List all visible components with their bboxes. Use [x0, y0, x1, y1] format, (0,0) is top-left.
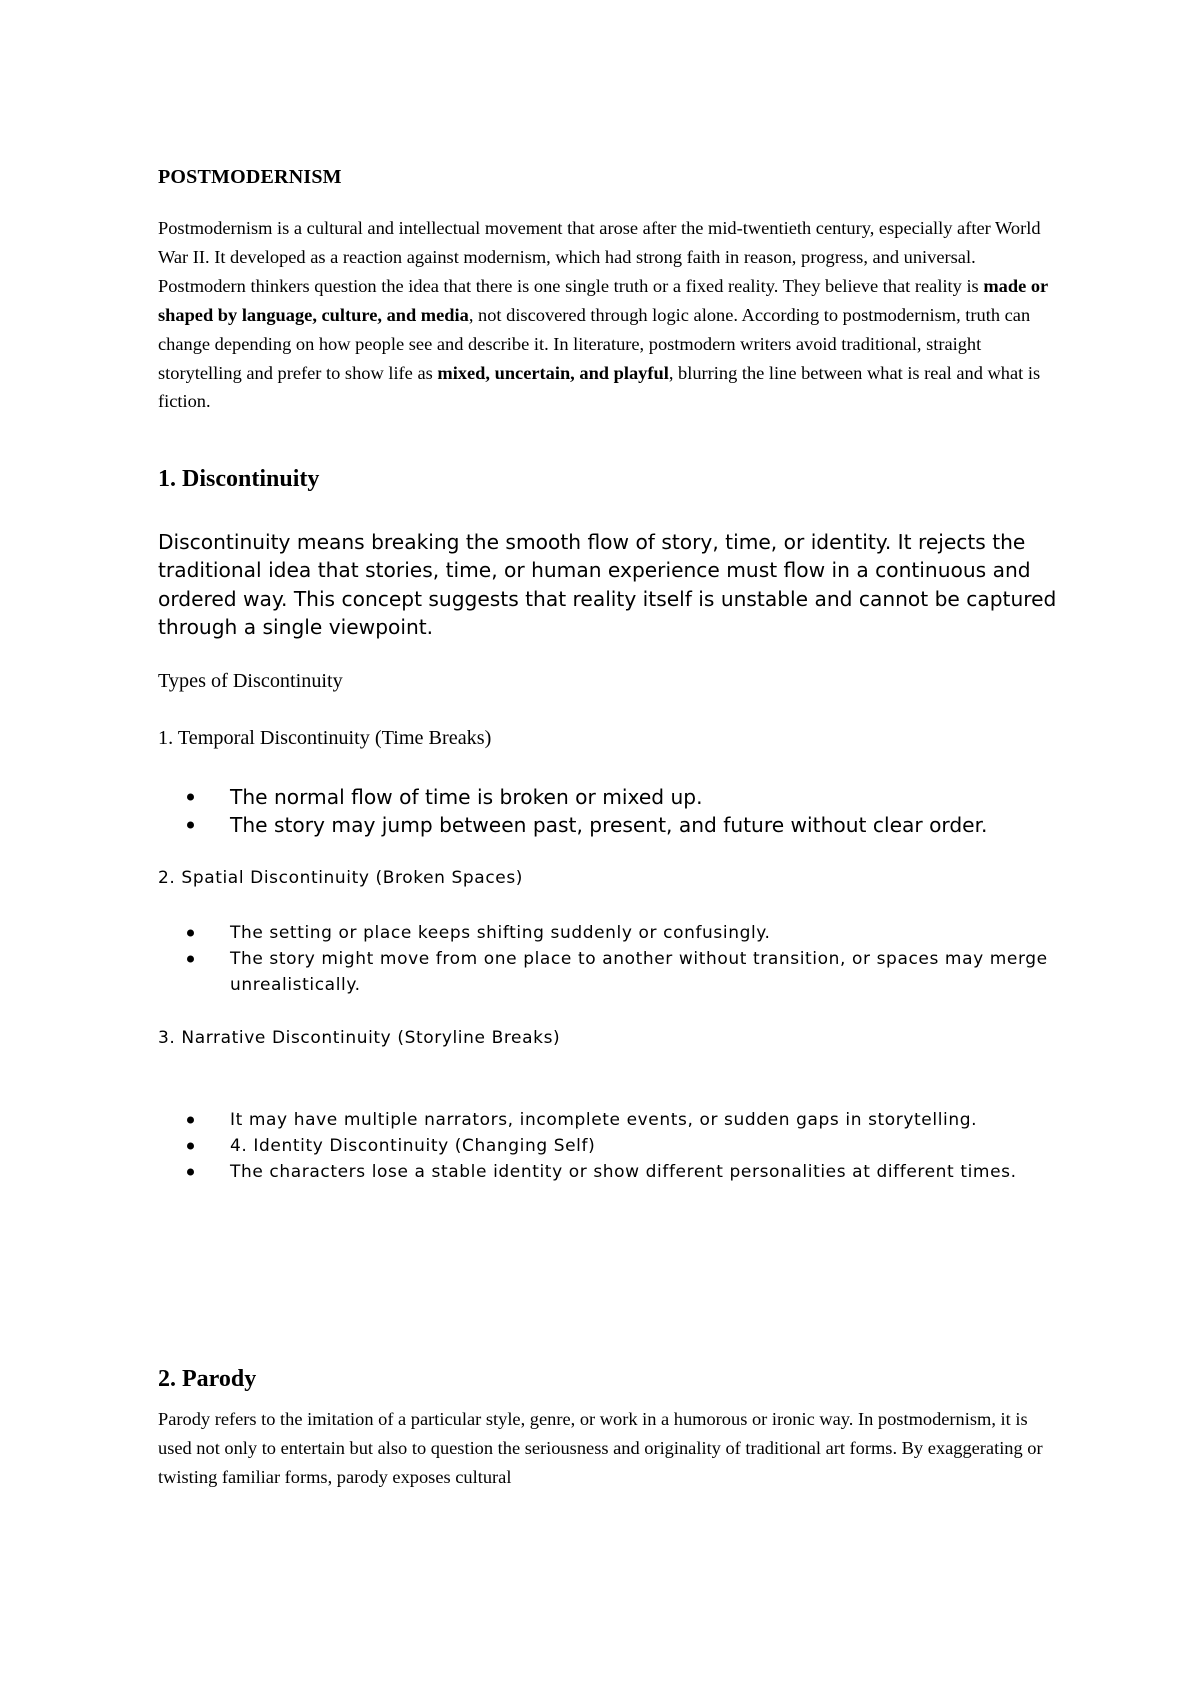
- list-item: [158, 946, 1058, 998]
- section-title: Parody: [182, 1366, 257, 1392]
- list-item-text: The story might move from one place to another without transition, or spaces may merge unrealistically.: [230, 949, 1048, 995]
- bullet-icon: [187, 794, 194, 801]
- section-number: 2.: [158, 1366, 176, 1392]
- discontinuity-lead-paragraph: Discontinuity means breaking the smooth flow of story, time, or identity. It rejects the traditional idea that stories, time, or human experience must flow in a continuous and ordered way. This concept suggests that reality itself is unstable and cannot be captured through a single viewpoint.: [158, 530, 1057, 639]
- bullet-icon: [187, 1169, 194, 1176]
- list-item-text: The setting or place keeps shifting suddenly or confusingly.: [230, 923, 771, 943]
- list-item-text: The story may jump between past, present, and future without clear order.: [230, 813, 988, 837]
- bullet-icon: [187, 1117, 194, 1124]
- bullet-icon: [187, 822, 194, 829]
- parody-paragraph: Parody refers to the imitation of a particular style, genre, or work in a humorous or ironic way. In postmodernism, it is used not only to entertain but also to question the seriousness and originality of traditional art forms. By exaggerating or twisting familiar forms, parody exposes cultural: [158, 1409, 1043, 1487]
- intro-bold-2: mixed, uncertain, and playful: [437, 362, 669, 383]
- temporal-list: [158, 783, 1058, 839]
- list-item: [158, 920, 1058, 946]
- list-item-text: 4. Identity Discontinuity (Changing Self): [230, 1136, 596, 1156]
- temporal-heading: 1. Temporal Discontinuity (Time Breaks): [158, 727, 492, 749]
- spatial-list: [158, 920, 1058, 998]
- intro-bold-1: made or shaped by language, culture, and media: [158, 275, 1048, 325]
- bullet-icon: [187, 930, 194, 937]
- intro-text-2: , not discovered through logic alone. According to postmodernism, truth can change depending on how people see and describe it. In literature, postmodern writers avoid traditional, straight storytelling and prefer to show life as: [158, 304, 1031, 383]
- list-item: [158, 1133, 1058, 1159]
- section-heading-discontinuity: [158, 466, 319, 493]
- section-heading-parody: [158, 1366, 256, 1393]
- list-item: [158, 1159, 1058, 1185]
- bullet-icon: [187, 1143, 194, 1150]
- section-title: Discontinuity: [182, 466, 320, 492]
- section-number: 1.: [158, 466, 176, 492]
- list-item-text: It may have multiple narrators, incomplete events, or sudden gaps in storytelling.: [230, 1110, 978, 1130]
- list-item-text: The normal flow of time is broken or mixed up.: [230, 785, 703, 809]
- list-item: [158, 1107, 1058, 1133]
- list-item: [158, 811, 1058, 839]
- bullet-icon: [187, 956, 194, 963]
- narrative-heading: 3. Narrative Discontinuity (Storyline Breaks): [158, 1028, 561, 1048]
- list-item-text: The characters lose a stable identity or show different personalities at different times.: [230, 1162, 1017, 1182]
- list-item: [158, 783, 1058, 811]
- spatial-heading: 2. Spatial Discontinuity (Broken Spaces): [158, 868, 524, 888]
- intro-paragraph: [158, 214, 1058, 416]
- intro-text-1: Postmodernism is a cultural and intellectual movement that arose after the mid-twentieth century, especially after World War II. It developed as a reaction against modernism, which had strong faith in reason, progress, and universal. Postmodern thinkers question the idea that there is one single truth or a fixed reality. They believe that reality is: [158, 218, 1041, 296]
- narrative-list: [158, 1107, 1058, 1185]
- document-title: POSTMODERNISM: [158, 166, 342, 188]
- types-label: Types of Discontinuity: [158, 670, 343, 692]
- intro-text-3: , blurring the line between what is real and what is fiction.: [158, 362, 1041, 412]
